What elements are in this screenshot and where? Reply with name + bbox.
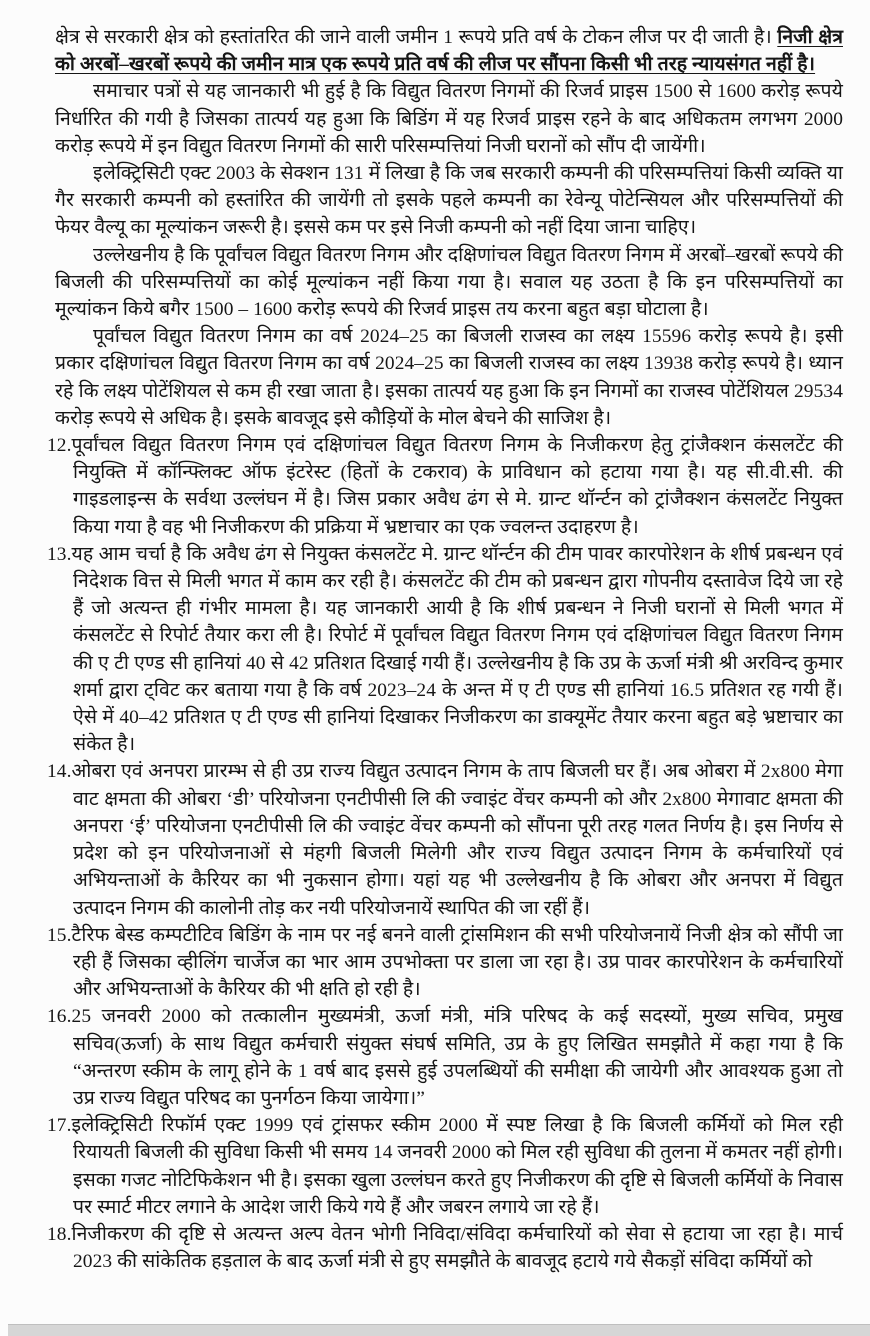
paragraph-no-valuation: उल्लेखनीय है कि पूर्वांचल विद्युत वितरण निगम और दक्षिणांचल विद्युत वितरण निगम में अरबों–खरबों रूपये की बिजली की परिसम्पत्तियों का कोई मूल्यांकन नहीं किया गया है। सवाल यह उठता है कि इन परिसम्पत्तियों का मूल्यांकन किये बगैर 1500 – 1600 करोड़ रूपये की रिजर्व प्राइस तय करना बहुत बड़ा घोटाला है। — [55, 244, 843, 321]
lead-paragraph-bold-underlined-text: निजी क्षेत्र को अरबों–खरबों रूपये की जमीन मात्र एक रूपये प्रति वर्ष की लीज पर सौंपना किसी भी तरह न्यायसंगत नहीं है। — [55, 27, 843, 76]
numbered-item-16 — [47, 1003, 843, 1112]
item-text-12: पूर्वांचल विद्युत वितरण निगम एवं दक्षिणांचल विद्युत वितरण निगम के निजीकरण हेतु ट्रांजैक्शन कंसलटेंट की नियुक्ति में कॉन्फ्लिक्ट ऑफ इंटरेस्ट (हितों के टकराव) के प्राविधान को हटाया गया है। यह सी.वी.सी. की गाइडलाइन्स के सर्वथा उल्लंघन में है। जिस प्रकार अवैध ढंग से मे. ग्रान्ट थॉर्न्टन को ट्रांजैक्शन कंसलटेंट नियुक्त किया गया है वह भी निजीकरण की प्रक्रिया में भ्रष्टाचार का एक ज्वलन्त उदाहरण है। — [71, 435, 843, 538]
paragraph-electricity-act-2003: इलेक्ट्रिसिटी एक्ट 2003 के सेक्शन 131 में लिखा है कि जब सरकारी कम्पनी की परिसम्पत्तियां किसी व्यक्ति या गैर सरकारी कम्पनी को हस्तांरित की जायेंगी तो इसके पहले कम्पनी का रेवेन्यू पोटेन्सियल और परिसम्पत्तियों की फेयर वैल्यू का मूल्यांकन जरूरी है। इससे कम पर इसे निजी कम्पनी को नहीं दिया जाना चाहिए। — [55, 163, 843, 239]
lead-paragraph — [55, 24, 843, 78]
numbered-item-18 — [47, 1221, 843, 1275]
numbered-item-13 — [47, 541, 843, 759]
item-number-14: 14. — [47, 761, 72, 783]
item-number-18: 18. — [47, 1223, 72, 1245]
item-text-14: ओबरा एवं अनपरा प्रारम्भ से ही उप्र राज्य विद्युत उत्पादन निगम के ताप बिजली घर हैं। अब ओबरा में 2x800 मेगा वाट क्षमता की ओबरा ‘डी’ परियोजना एनटीपीसी लि की ज्वाइंट वेंचर कम्पनी को और 2x800 मेगावाट क्षमता की अनपरा ‘ई’ परियोजना एनटीपीसी लि की ज्वाइंट वेंचर कम्पनी को सौंपना पूरी तरह गलत निर्णय है। इस निर्णय से प्रदेश को इन परियोजनाओं से मंहगी बिजली मिलेगी और राज्य विद्युत उत्पादन निगम के कर्मचारियों एवं अभियन्ताओं के कैरियर का भी नुकसान होगा। यहां यह भी उल्लेखनीय है कि ओबरा और अनपरा में विद्युत उत्पादन निगम की कालोनी तोड़ कर नयी परियोजनायें स्थापित की जा रहीं हैं। — [71, 761, 843, 919]
item-text-16: 25 जनवरी 2000 को तत्कालीन मुख्यमंत्री, ऊर्जा मंत्री, मंत्रि परिषद के कई सदस्यों, मुख्य सचिव, प्रमुख सचिव(ऊर्जा) के साथ विद्युत कर्मचारी संयुक्त संघर्ष समिति, उप्र के हुए लिखित समझौते में कहा गया है कि “अन्तरण स्कीम के लागू होने के 1 वर्ष बाद इससे हुई उपलब्धियों की समीक्षा की जायेगी और आवश्यक हुआ तो उप्र राज्य विद्युत परिषद का पुनर्गठन किया जायेगा।” — [71, 1006, 843, 1109]
item-number-16: 16. — [47, 1006, 72, 1028]
item-number-17: 17. — [47, 1115, 72, 1137]
item-text-15: टैरिफ बेस्ड कम्पटीटिव बिडिंग के नाम पर नई बनने वाली ट्रांसमिशन की सभी परियोजनायें निजी क्षेत्र को सौंपी जा रही हैं जिसका व्हीलिंग चार्जेज का भार आम उपभोक्ता पर डाला जा रहा है। उप्र पावर कारपोरेशन के कर्मचारियों और अभियन्ताओं के कैरियर की भी क्षति हो रही है। — [71, 924, 843, 1001]
item-text-18: निजीकरण की दृष्टि से अत्यन्त अल्प वेतन भोगी निविदा/संविदा कर्मचारियों को सेवा से हटाया जा रहा है। मार्च 2023 की सांकेतिक हड़ताल के बाद ऊर्जा मंत्री से हुए समझौते के बावजूद हटाये गये सैकड़ों संविदा कर्मियों को — [71, 1223, 843, 1273]
document-text — [47, 24, 844, 1275]
item-number-13: 13. — [47, 543, 72, 565]
numbered-item-17 — [47, 1112, 843, 1221]
item-number-12: 12. — [47, 435, 72, 457]
item-text-13: यह आम चर्चा है कि अवैध ढंग से नियुक्त कंसलटेंट मे. ग्रान्ट थॉर्न्टन की टीम पावर कारपोरेशन के शीर्ष प्रबन्धन एवं निदेशक वित्त से मिली भगत में काम कर रही है। कंसलटेंट की टीम को प्रबन्धन द्वारा गोपनीय दस्तावेज दिये जा रहे हैं जो अत्यन्त ही गंभीर मामला है। यह जानकारी आयी है कि शीर्ष प्रबन्धन ने निजी घरानों से मिली भगत में कंसलटेंट से रिपोर्ट तैयार करा ली है। रिपोर्ट में पूर्वांचल विद्युत वितरण निगम एवं दक्षिणांचल विद्युत वितरण निगम की ए टी एण्ड सी हानियां 40 से 42 प्रतिशत दिखाई गयी हैं। उल्लेखनीय है कि उप्र के ऊर्जा मंत्री श्री अरविन्द कुमार शर्मा द्वारा ट्विट कर बताया गया है कि वर्ष 2023–24 के अन्त में ए टी एण्ड सी हानियां 16.5 प्रतिशत रह गयी हैं। ऐसे में 40–42 प्रतिशत ए टी एण्ड सी हानियां दिखाकर निजीकरण का डाक्यूमेंट तैयार करना बहुत बड़े भ्रष्टाचार का संकेत है। — [71, 543, 844, 756]
numbered-item-12 — [47, 432, 843, 541]
lead-paragraph-normal-text: क्षेत्र से सरकारी क्षेत्र को हस्तांतरित की जाने वाली जमीन 1 रूपये प्रति वर्ष के टोकन लीज पर दी जाती है। — [55, 27, 778, 48]
numbered-item-14 — [47, 758, 843, 921]
paragraph-revenue-target: पूर्वांचल विद्युत वितरण निगम का वर्ष 2024–25 का बिजली राजस्व का लक्ष्य 15596 करोड़ रूपये है। इसी प्रकार दक्षिणांचल विद्युत वितरण निगम का वर्ष 2024–25 का बिजली राजस्व का लक्ष्य 13938 करोड़ रूपये है। ध्यान रहे कि लक्ष्य पोटेंशियल से कम ही रखा जाता है। इसका तात्पर्य यह हुआ कि इन निगमों का राजस्व पोटेंशियल 29534 करोड़ रूपये से अधिक है। इसके बावजूद इसे कौड़ियों के मोल बेचने की साजिश है। — [55, 326, 843, 429]
paragraph-reserve-price: समाचार पत्रों से यह जानकारी भी हुई है कि विद्युत वितरण निगमों की रिजर्व प्राइस 1500 से 1600 करोड़ रूपये निर्धारित की गयी है जिसका तात्पर्य यह हुआ कि बिडिंग में यह रिजर्व प्राइस रहने के बाद अधिकतम लगभग 2000 करोड़ रूपये में इन विद्युत वितरण निगमों की सारी परिसम्पत्तियां निजी घरानों को सौंप दी जायेंगी। — [55, 81, 844, 157]
item-number-15: 15. — [47, 924, 72, 946]
numbered-item-15 — [47, 922, 843, 1004]
item-text-17: इलेक्ट्रिसिटी रिफॉर्म एक्ट 1999 एवं ट्रांसफर स्कीम 2000 में स्पष्ट लिखा है कि बिजली कर्मियों को मिल रही रियायती बिजली की सुविधा किसी भी समय 14 जनवरी 2000 को मिल रही सुविधा की तुलना में कमतर नहीं होगी। इसका गजट नोटिफिकेशन भी है। इसका खुला उल्लंघन करते हुए निजीकरण की दृष्टि से बिजली कर्मियों के निवास पर स्मार्ट मीटर लगाने के आदेश जारी किये गये हैं और जबरन लगाये जा रहे हैं। — [71, 1115, 844, 1218]
horizontal-scrollbar-track[interactable] — [8, 1324, 870, 1336]
